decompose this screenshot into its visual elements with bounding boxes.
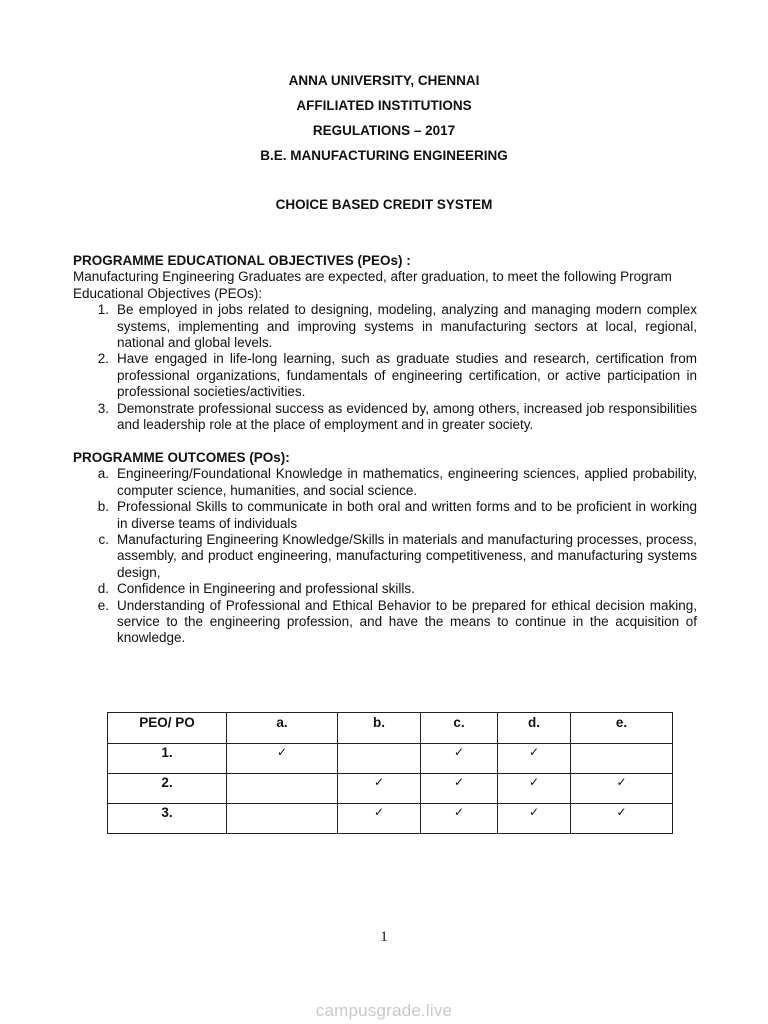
po-marker: b. — [97, 499, 109, 515]
matrix-cell: ✓ — [498, 774, 571, 804]
programme-title: B.E. MANUFACTURING ENGINEERING — [260, 148, 508, 163]
document-header — [0, 72, 768, 172]
po-marker: e. — [97, 597, 109, 613]
matrix-header-cell: a. — [227, 713, 338, 744]
matrix-row-label: 3. — [108, 804, 227, 834]
po-item — [73, 598, 697, 647]
watermark-text: campusgrade.live — [315, 1001, 453, 1020]
po-heading: PROGRAMME OUTCOMES (POs): — [73, 450, 290, 465]
peo-list — [73, 302, 697, 433]
peo-heading: PROGRAMME EDUCATIONAL OBJECTIVES (PEOs) : — [73, 253, 411, 268]
po-text: Manufacturing Engineering Knowledge/Skills in materials and manufacturing processes, process, assembly, and product engineering, manufacturing competitiveness, and manufacturing systems design, — [117, 532, 697, 580]
institutions-title: AFFILIATED INSTITUTIONS — [296, 98, 472, 113]
matrix-cell: ✓ — [421, 804, 498, 834]
peo-text: Demonstrate professional success as evidenced by, among others, increased job responsibilities and leadership role at the place of employment and in greater society. — [117, 400, 697, 433]
peo-text: Be employed in jobs related to designing, modeling, analyzing and managing modern complex systems, implementing and improving systems in manufacturing sectors at local, regional, national and global levels. — [117, 302, 697, 351]
matrix-header-cell: c. — [421, 713, 498, 744]
matrix-row — [108, 804, 673, 834]
regulations-title: REGULATIONS – 2017 — [312, 123, 456, 138]
matrix-cell: ✓ — [338, 774, 421, 804]
peo-item — [73, 302, 697, 351]
matrix-cell: ✓ — [571, 774, 673, 804]
po-text: Confidence in Engineering and professional skills. — [117, 581, 415, 597]
po-text: Engineering/Foundational Knowledge in mathematics, engineering sciences, applied probability, computer science, humanities, and social science. — [117, 466, 697, 498]
peo-item — [73, 401, 697, 434]
peo-text: Have engaged in life-long learning, such as graduate studies and research, certification from professional organizations, fundamentals of engineering certification, or active participation in professional societies/activities. — [117, 351, 697, 400]
po-text: Understanding of Professional and Ethical Behavior to be prepared for ethical decision making, service to the engineering profession, and have the means to continue in the acquisition of knowledge. — [117, 597, 697, 646]
matrix-cell: ✓ — [421, 774, 498, 804]
matrix-cell: ✓ — [498, 744, 571, 774]
po-marker: a. — [97, 466, 109, 482]
po-item — [73, 532, 697, 581]
peo-item — [73, 351, 697, 400]
peo-marker: 2. — [97, 351, 109, 367]
page-number: 1 — [380, 929, 388, 945]
po-list — [73, 466, 697, 646]
peo-marker: 1. — [97, 302, 109, 318]
matrix-cell — [227, 804, 338, 834]
matrix-row — [108, 744, 673, 774]
peo-po-matrix — [107, 712, 673, 834]
matrix-header-cell: d. — [498, 713, 571, 744]
university-title: ANNA UNIVERSITY, CHENNAI — [288, 73, 480, 88]
po-item — [73, 466, 697, 499]
peo-intro: Manufacturing Engineering Graduates are expected, after graduation, to meet the following Program Educational Objectives (PEOs): — [73, 269, 672, 301]
peo-section — [73, 253, 697, 433]
matrix-row-label: 2. — [108, 774, 227, 804]
matrix-header-cell: e. — [571, 713, 673, 744]
matrix-cell: ✓ — [498, 804, 571, 834]
po-marker: c. — [98, 532, 109, 548]
po-marker: d. — [97, 581, 109, 597]
po-section — [73, 450, 697, 647]
matrix-cell: ✓ — [571, 804, 673, 834]
matrix-header-row — [108, 713, 673, 744]
matrix-cell — [227, 774, 338, 804]
matrix-cell: ✓ — [421, 744, 498, 774]
matrix-row-label: 1. — [108, 744, 227, 774]
po-item — [73, 499, 697, 532]
matrix-header-cell: PEO/ PO — [108, 713, 227, 744]
po-text: Professional Skills to communicate in both oral and written forms and to be proficient in working in diverse teams of individuals — [117, 499, 697, 531]
matrix-row — [108, 774, 673, 804]
peo-marker: 3. — [97, 400, 109, 416]
matrix-cell — [338, 744, 421, 774]
po-item — [73, 581, 697, 597]
matrix-header-cell: b. — [338, 713, 421, 744]
matrix-cell — [571, 744, 673, 774]
credit-system-title: CHOICE BASED CREDIT SYSTEM — [275, 197, 493, 212]
matrix-cell: ✓ — [227, 744, 338, 774]
matrix-cell: ✓ — [338, 804, 421, 834]
